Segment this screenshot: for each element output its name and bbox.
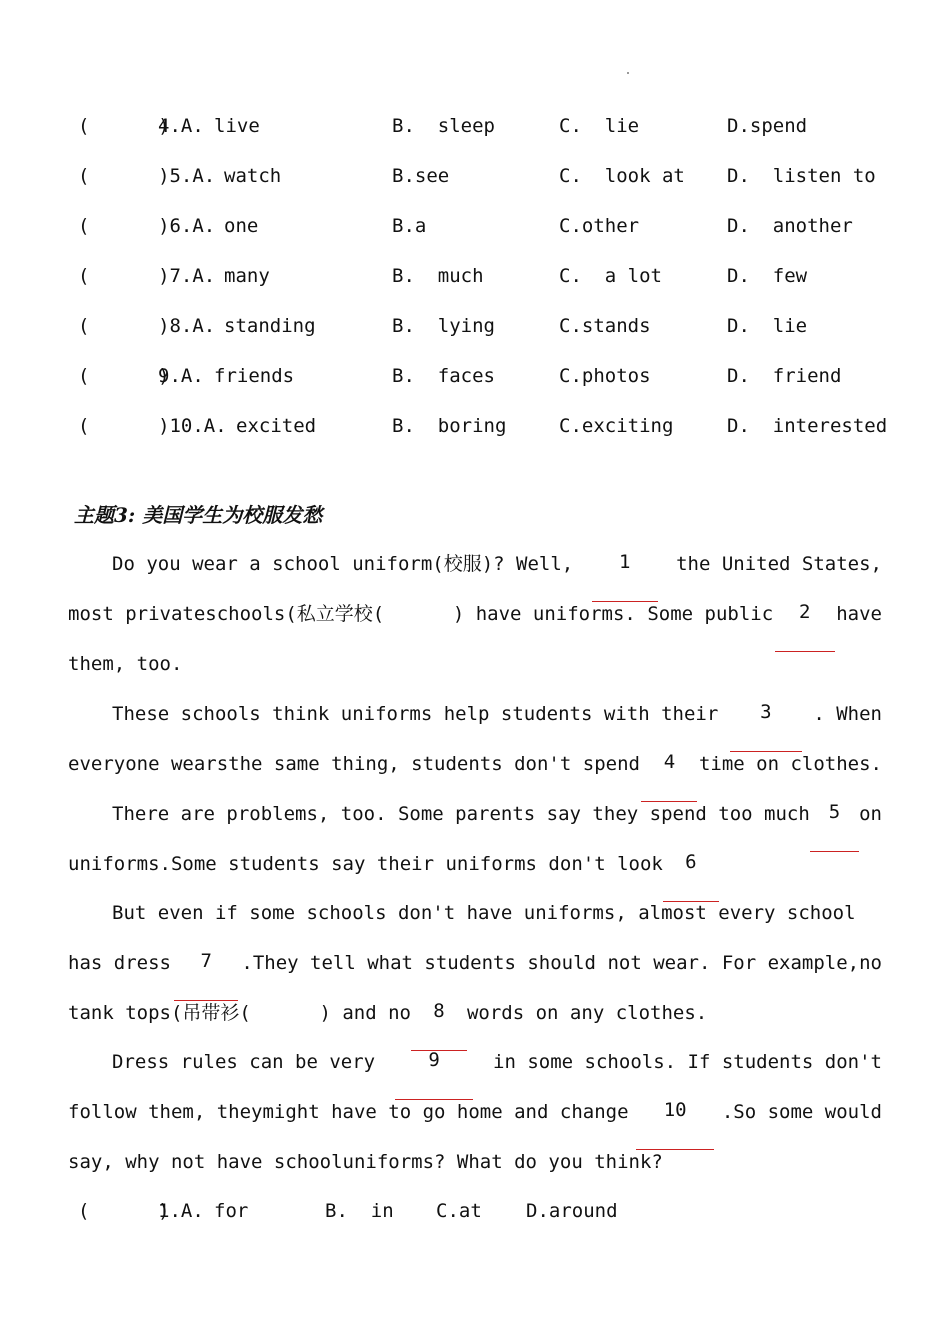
passage-paragraph-3: [68, 802, 882, 902]
blank-7[interactable]: 7: [174, 951, 238, 1001]
passage-line: [68, 602, 882, 652]
passage-text: the United States,: [676, 553, 882, 575]
passage-text: in some schools. If students don't: [493, 1051, 882, 1073]
passage-line: [68, 1100, 882, 1150]
option-d: D. interested: [727, 415, 888, 437]
passage-text: say, why not have schooluniforms? What do you think?: [68, 1151, 663, 1173]
passage-text: everyone wearsthe same thing, students don't spend: [68, 753, 640, 775]
option-d: D.spend: [727, 115, 808, 137]
passage-line: [68, 951, 882, 1001]
passage-text: Do you wear a school uniform(校服)? Well,: [112, 553, 574, 575]
option-b: B. faces: [392, 365, 495, 387]
passage-text: But even if some schools don't have uniforms, almost every school: [112, 902, 856, 924]
question-number: 7.A.: [158, 265, 216, 287]
blank-9[interactable]: 9: [395, 1050, 473, 1100]
stray-dot: [627, 72, 629, 74]
passage-text: .So some would: [721, 1101, 882, 1123]
option-a: excited: [236, 415, 317, 437]
passage-line: [68, 852, 882, 902]
passage-text: time on clothes.: [698, 753, 882, 775]
passage-paragraph-5: [68, 1050, 882, 1200]
option-a: standing: [224, 315, 316, 337]
option-b: B. in: [325, 1200, 394, 1222]
option-b: B.see: [392, 165, 450, 187]
question-number: 10.A.: [158, 415, 227, 437]
answer-paren[interactable]: ( ): [78, 1200, 170, 1222]
option-d: D.around: [526, 1200, 618, 1222]
option-d: D. lie: [727, 315, 808, 337]
passage-text: tank tops(吊带衫( ) and no: [68, 1002, 411, 1024]
option-a: one: [224, 215, 259, 237]
answer-paren[interactable]: ( ): [78, 115, 170, 137]
option-b: B. sleep: [392, 115, 495, 137]
passage-text: . When: [813, 703, 882, 725]
answer-paren[interactable]: ( ): [78, 215, 170, 237]
passage-text: These schools think uniforms help students with their: [112, 703, 719, 725]
passage-text: Dress rules can be very: [112, 1051, 376, 1073]
passage-paragraph-2: [68, 702, 882, 802]
blank-1[interactable]: 1: [592, 552, 658, 602]
passage-text: follow them, theymight have to go home and change: [68, 1101, 629, 1123]
passage-text: uniforms.Some students say their uniforms don't look: [68, 853, 663, 875]
option-a: for: [214, 1200, 249, 1222]
answer-paren[interactable]: ( ): [78, 165, 170, 187]
option-d: D. friend: [727, 365, 842, 387]
section-heading: 主题3: 美国学生为校服发愁: [74, 503, 323, 527]
passage-text: most privateschools(私立学校( ) have uniforms. Some public: [68, 603, 774, 625]
passage-line: [68, 1050, 882, 1100]
question-number: 9.A.: [158, 365, 204, 387]
passage-text: has dress: [68, 952, 171, 974]
passage-text: words on any clothes.: [466, 1002, 708, 1024]
option-d: D. another: [727, 215, 853, 237]
blank-3[interactable]: 3: [730, 702, 802, 752]
question-number: 8.A.: [158, 315, 216, 337]
option-c: C. lie: [559, 115, 640, 137]
passage-line: [68, 552, 882, 602]
blank-5[interactable]: 5: [810, 802, 859, 852]
blank-6[interactable]: 6: [663, 852, 719, 902]
passage-line: [68, 802, 882, 852]
answer-paren[interactable]: ( ): [78, 365, 170, 387]
passage-line: [68, 702, 882, 752]
question-number: 4.A.: [158, 115, 204, 137]
passage-line: [68, 1001, 882, 1051]
option-d: D. few: [727, 265, 808, 287]
passage-line: [68, 901, 882, 951]
option-c: C.stands: [559, 315, 651, 337]
option-c: C.at: [436, 1200, 482, 1222]
question-number: 6.A.: [158, 215, 216, 237]
answer-paren[interactable]: ( ): [78, 315, 170, 337]
question-number: 1.A.: [158, 1200, 204, 1222]
option-a: live: [214, 115, 260, 137]
option-c: C. a lot: [559, 265, 662, 287]
question-number: 5.A.: [158, 165, 216, 187]
passage-line: [68, 652, 882, 702]
option-b: B. boring: [392, 415, 507, 437]
option-b: B.a: [392, 215, 427, 237]
passage-text: them, too.: [68, 653, 183, 675]
passage-line: [68, 1150, 882, 1200]
option-c: C.exciting: [559, 415, 674, 437]
blank-8[interactable]: 8: [411, 1001, 467, 1051]
option-b: B. much: [392, 265, 484, 287]
option-a: watch: [224, 165, 282, 187]
option-c: C. look at: [559, 165, 685, 187]
answer-paren[interactable]: ( ): [78, 265, 170, 287]
option-a: friends: [214, 365, 295, 387]
passage-text: There are problems, too. Some parents say they spend too much: [112, 803, 810, 825]
option-d: D. listen to: [727, 165, 876, 187]
passage-line: [68, 752, 882, 802]
option-a: many: [224, 265, 270, 287]
blank-2[interactable]: 2: [775, 602, 835, 652]
option-c: C.other: [559, 215, 640, 237]
passage-text: .They tell what students should not wear. For example,no: [241, 952, 882, 974]
blank-10[interactable]: 10: [636, 1100, 714, 1150]
passage-paragraph-4: [68, 901, 882, 1051]
passage-text: on: [859, 803, 882, 825]
passage-paragraph-1: [68, 552, 882, 702]
answer-paren[interactable]: ( ): [78, 415, 170, 437]
blank-4[interactable]: 4: [641, 752, 697, 802]
option-c: C.photos: [559, 365, 651, 387]
option-b: B. lying: [392, 315, 495, 337]
passage-text: have: [836, 603, 882, 625]
